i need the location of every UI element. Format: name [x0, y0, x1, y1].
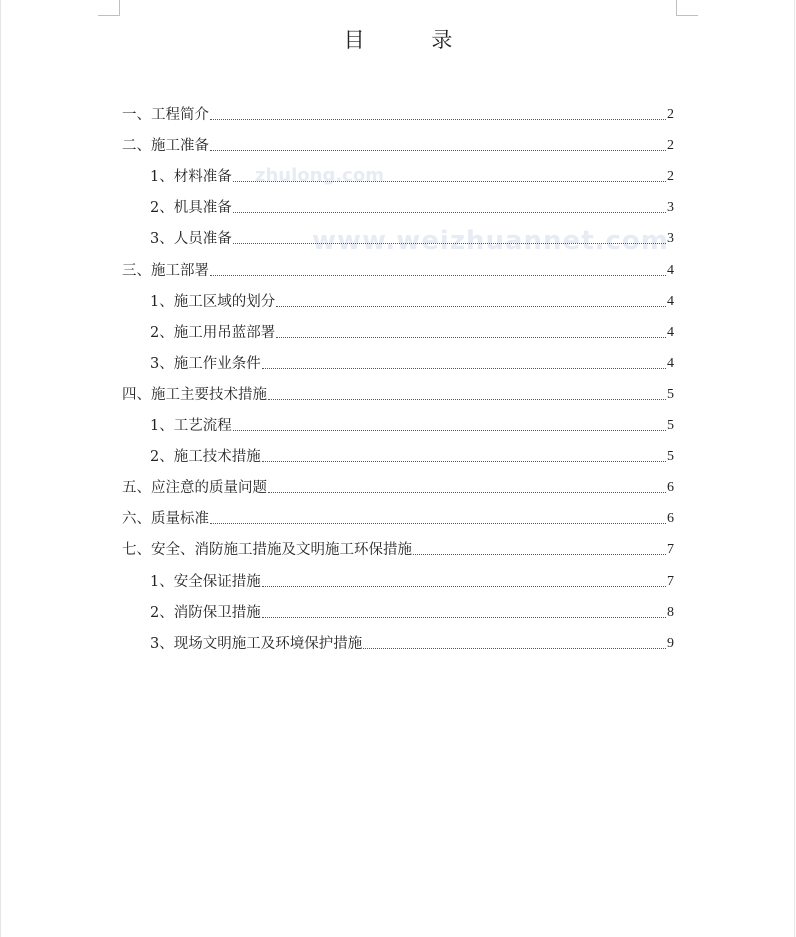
toc-dot-leader [233, 180, 666, 182]
toc-entry-label: 二、施工准备 [122, 138, 209, 155]
toc-entry-label: 1、材料准备 [150, 169, 232, 186]
toc-entry[interactable] [122, 156, 674, 187]
toc-dot-leader [268, 398, 666, 400]
toc-entry-page-number: 3 [667, 231, 674, 247]
toc-entry-page-number: 7 [667, 542, 674, 558]
toc-entry[interactable] [122, 405, 674, 436]
toc-entry[interactable] [122, 125, 674, 156]
margin-corner-mark-left [98, 0, 120, 16]
toc-entry[interactable] [122, 374, 674, 405]
toc-entry-page-number: 6 [667, 511, 674, 527]
toc-entry-page-number: 4 [667, 355, 674, 371]
toc-dot-leader [210, 274, 666, 276]
margin-corner-mark-right [676, 0, 698, 16]
toc-entry-label: 五、应注意的质量问题 [122, 480, 267, 497]
toc-entry-page-number: 4 [667, 324, 674, 340]
toc-entry[interactable] [122, 249, 674, 280]
toc-dot-leader [233, 211, 666, 213]
toc-entry[interactable] [122, 343, 674, 374]
toc-entry[interactable] [122, 560, 674, 591]
toc-entry-label: 一、工程简介 [122, 107, 209, 124]
toc-entry-page-number: 5 [667, 449, 674, 465]
toc-entry[interactable] [122, 281, 674, 312]
table-of-contents [122, 94, 674, 654]
toc-entry-label: 三、施工部署 [122, 262, 209, 279]
toc-entry-page-number: 5 [667, 418, 674, 434]
toc-entry[interactable] [122, 94, 674, 125]
page-title: 目 录 [343, 28, 483, 52]
toc-entry[interactable] [122, 498, 674, 529]
toc-entry-label: 1、工艺流程 [150, 418, 232, 435]
toc-entry-label: 四、施工主要技术措施 [122, 386, 267, 403]
toc-entry[interactable] [122, 436, 674, 467]
toc-dot-leader [413, 553, 666, 555]
toc-dot-leader [363, 647, 666, 649]
toc-dot-leader [210, 149, 666, 151]
toc-dot-leader [262, 367, 666, 369]
toc-entry-label: 2、机具准备 [150, 200, 232, 217]
toc-entry-page-number: 6 [667, 480, 674, 496]
toc-entry-label: 六、质量标准 [122, 511, 209, 528]
toc-dot-leader [262, 616, 666, 618]
toc-entry[interactable] [122, 187, 674, 218]
toc-entry-page-number: 4 [667, 262, 674, 278]
toc-entry[interactable] [122, 312, 674, 343]
toc-entry-page-number: 9 [667, 635, 674, 651]
toc-entry-page-number: 2 [667, 169, 674, 185]
toc-dot-leader [276, 336, 666, 338]
toc-entry-page-number: 2 [667, 107, 674, 123]
toc-entry-label: 1、安全保证措施 [150, 573, 261, 590]
toc-entry-label: 2、施工用吊蓝部署 [150, 324, 276, 341]
watermark-text: zhulong.com [255, 165, 384, 186]
toc-entry[interactable] [122, 623, 674, 654]
toc-entry[interactable] [122, 218, 674, 249]
toc-dot-leader [210, 118, 666, 120]
toc-entry-page-number: 8 [667, 604, 674, 620]
toc-entry-label: 2、消防保卫措施 [150, 604, 261, 621]
toc-entry[interactable] [122, 529, 674, 560]
toc-dot-leader [233, 242, 666, 244]
toc-entry-page-number: 3 [667, 200, 674, 216]
toc-dot-leader [262, 585, 666, 587]
toc-entry-page-number: 2 [667, 138, 674, 154]
toc-entry[interactable] [122, 467, 674, 498]
toc-entry-label: 3、现场文明施工及环境保护措施 [150, 635, 363, 652]
toc-dot-leader [262, 460, 666, 462]
toc-entry-label: 3、施工作业条件 [150, 355, 261, 372]
toc-dot-leader [268, 491, 666, 493]
watermark-text: www.weizhuannet.com [312, 226, 669, 256]
toc-dot-leader [210, 522, 666, 524]
toc-entry-label: 1、施工区域的划分 [150, 293, 276, 310]
toc-entry-label: 2、施工技术措施 [150, 449, 261, 466]
toc-entry-label: 七、安全、消防施工措施及文明施工环保措施 [122, 542, 412, 559]
toc-entry[interactable] [122, 592, 674, 623]
toc-entry-page-number: 7 [667, 573, 674, 589]
toc-entry-page-number: 5 [667, 386, 674, 402]
toc-entry-label: 3、人员准备 [150, 231, 232, 248]
toc-dot-leader [276, 305, 666, 307]
toc-dot-leader [233, 429, 666, 431]
toc-entry-page-number: 4 [667, 293, 674, 309]
